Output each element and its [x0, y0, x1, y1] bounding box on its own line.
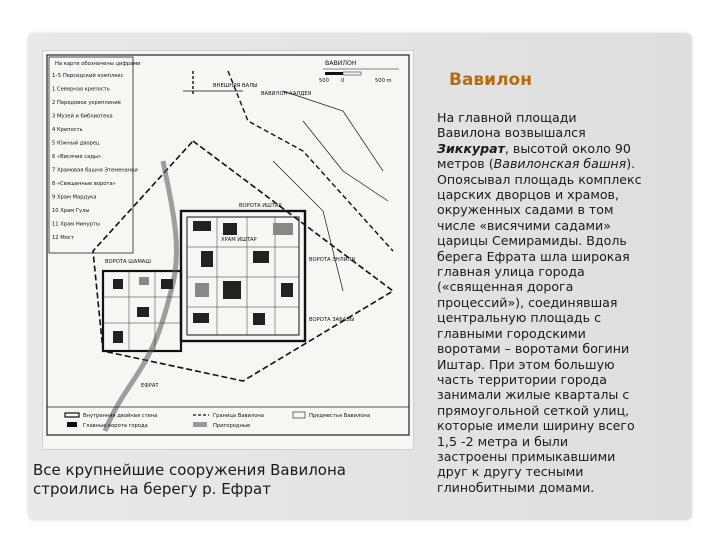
body-line: главными городскими	[437, 325, 586, 341]
body-line: Вавилона возвышался	[437, 125, 586, 141]
legend-header: На карте обозначены цифрами	[55, 61, 141, 67]
bottom-legend-wall: Внутренняя двойная стена	[83, 413, 158, 419]
body-line: центральную площадь с	[437, 310, 601, 326]
body-text	[437, 110, 655, 495]
legend-item: 6 «Висячие сады»	[52, 154, 102, 160]
body-line: друг к другу тесными	[437, 464, 584, 480]
body-line: Зиккурат, высотой около 90	[437, 140, 631, 156]
body-line: окруженных садами в том	[437, 202, 614, 218]
body-line: царицы Семирамиды. Вдоль	[437, 233, 627, 249]
body-line: прямоугольной сеткой улиц,	[437, 402, 630, 418]
babylon-map	[42, 50, 414, 450]
legend-item: 8 «Священные ворота»	[52, 181, 116, 187]
gate-label-shamash: ВОРОТА ШАМАШ	[105, 259, 151, 265]
legend-item: 1 Северная крепость	[52, 86, 110, 93]
gate-label-enlil: ВОРОТА ЭНЛИЛЯ	[309, 257, 356, 263]
body-line: числе «висячими садами»	[437, 217, 611, 233]
caption-line: Все крупнейшие сооружения Вавилона	[33, 461, 346, 479]
slide-title: Вавилон	[449, 70, 532, 90]
caption-line: строились на берегу р. Ефрат	[33, 480, 271, 498]
bottom-legend-suburbs: Предместья Вавилона	[309, 413, 371, 419]
body-line: которые имели ширину всего	[437, 418, 635, 434]
scale-label-500m: 500 m	[375, 78, 392, 84]
gate-label-zababa: ВОРОТА ЗАБАБЫ	[309, 317, 355, 323]
bottom-legend-border: Граница Вавилона	[213, 413, 264, 419]
gate-label-ishtar: ВОРОТА ИШТАР	[239, 203, 282, 209]
body-line: 1,5 -2 метра и были	[437, 433, 569, 449]
body-line: царских дворцов и храмов,	[437, 187, 619, 203]
legend-item: 11 Храм Нинурты	[52, 221, 100, 228]
map-title: ВАВИЛОН	[325, 60, 357, 67]
body-line: главная улица города	[437, 264, 585, 280]
legend-item: 3 Музей и библиотека	[52, 113, 113, 120]
body-line: На главной площади	[437, 110, 577, 125]
bottom-legend-gates: Главные ворота города	[83, 423, 148, 429]
body-line: застроены примыкавшими	[437, 448, 616, 464]
legend-item: 5 Южный дворец	[52, 140, 100, 147]
legend-item: 9 Храм Мардука	[52, 194, 97, 201]
scale-label-500: 500	[319, 78, 329, 84]
body-line: Иштар. При этом большую	[437, 356, 615, 372]
legend-item: 12 Мост	[52, 235, 74, 241]
legend-item: 4 Крепость	[52, 127, 83, 133]
area-label-ishtar-temple: ХРАМ ИШТАР	[221, 237, 257, 243]
legend-item: 10 Храм Гулы	[52, 208, 90, 214]
scale-label-0: 0	[341, 78, 345, 84]
road-label-2: ВАВИЛОН-ХАЛДЕЯ	[261, 91, 312, 97]
body-line: («священная дорога	[437, 279, 574, 295]
legend-item: 7 Храмовая башня Этеменанки	[52, 167, 138, 174]
map-caption	[33, 461, 413, 499]
road-label-1: ВНЕШНЯЯ ВАЛЫ	[213, 83, 258, 89]
legend-item: 2 Передовое укрепление	[52, 100, 121, 106]
map-drawing	[43, 51, 413, 449]
bottom-legend-suburbs-a: Пригородные	[213, 423, 251, 429]
body-line: Опоясывал площадь комплекс	[437, 171, 642, 187]
body-line: часть территории города	[437, 371, 607, 387]
body-line: процессий»), соединявшая	[437, 294, 618, 310]
river-label: ЕФРАТ	[141, 383, 159, 389]
body-line: берега Ефрата шла широкая	[437, 248, 630, 264]
body-line: занимали жилые кварталы с	[437, 387, 630, 403]
body-line: глинобитными домами.	[437, 479, 595, 495]
body-line: воротами – воротами богини	[437, 341, 630, 357]
body-line: метров (Вавилонская башня).	[437, 156, 636, 172]
legend-item: 1–5 Персидский комплекс	[52, 73, 124, 79]
